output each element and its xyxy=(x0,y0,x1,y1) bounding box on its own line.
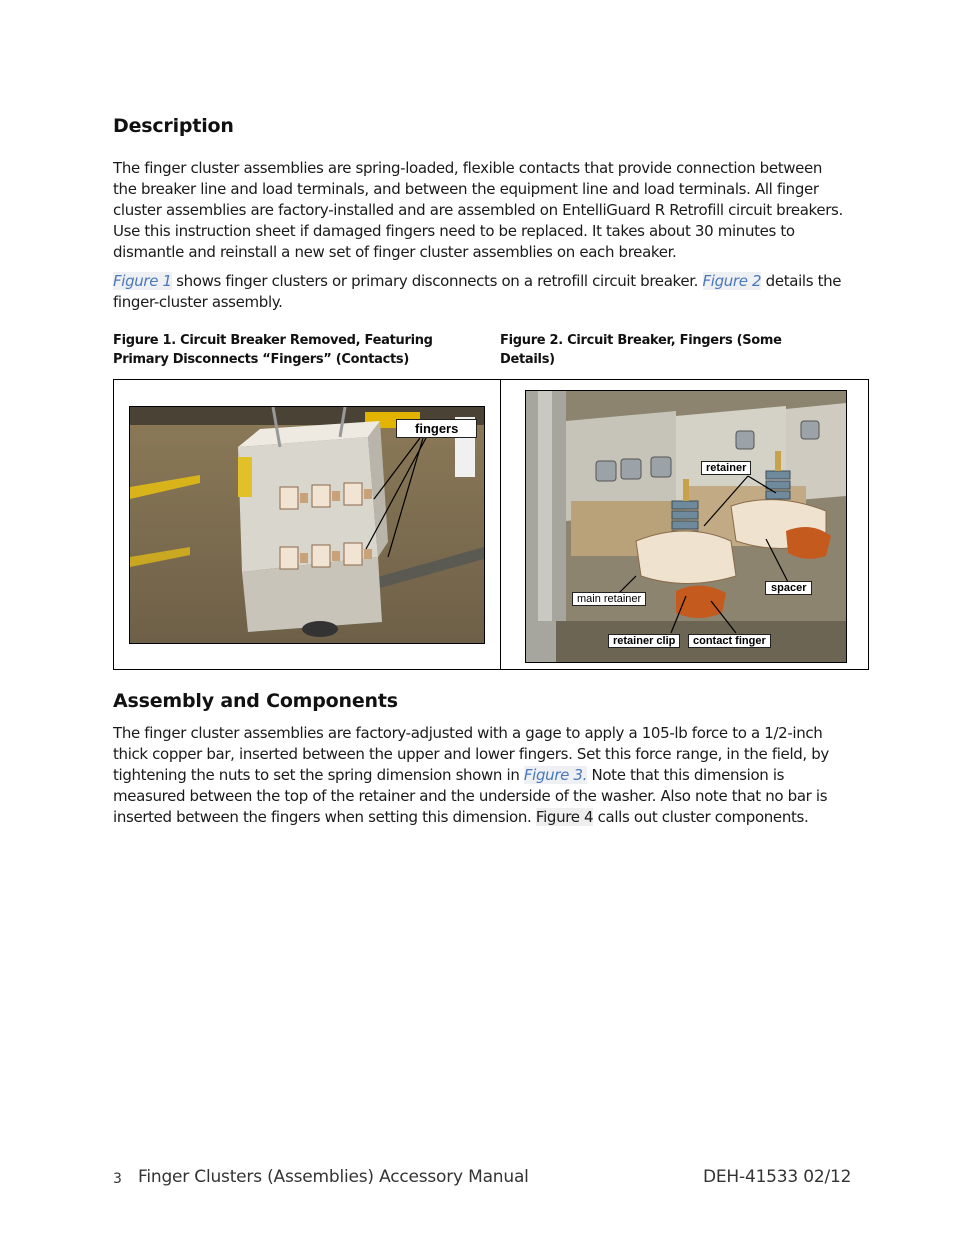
figure-1-link[interactable]: Figure 1 xyxy=(113,272,172,290)
figure-2-photo xyxy=(525,390,847,663)
figure-3-link[interactable]: Figure 3. xyxy=(523,766,588,784)
finger-cluster-detail-illustration xyxy=(526,391,846,662)
figure-1-photo xyxy=(129,406,485,644)
description-heading: Description xyxy=(113,115,234,137)
figure-reference-paragraph: Figure 1 shows finger clusters or primary disconnects on a retrofill circuit breaker. Figure 2 details the finger-cluster assembly. xyxy=(113,272,842,311)
page-number: 3 xyxy=(113,1171,122,1187)
figure-2-link[interactable]: Figure 2 xyxy=(702,272,762,290)
fingers-label: fingers xyxy=(396,419,477,438)
figure-4-link[interactable]: Figure 4 xyxy=(535,808,594,826)
assembly-heading: Assembly and Components xyxy=(113,690,398,712)
contact-finger-label: contact finger xyxy=(688,634,771,648)
figure-1-caption: Figure 1. Circuit Breaker Removed, Featuring Primary Disconnects “Fingers” (Contacts) xyxy=(113,333,433,367)
breaker-removed-illustration xyxy=(130,407,484,643)
figure-2-caption: Figure 2. Circuit Breaker, Fingers (Some Details) xyxy=(500,333,782,367)
figure-table xyxy=(113,379,869,670)
description-paragraph: The finger cluster assemblies are spring-loaded, flexible contacts that provide connection between the breaker line and load terminals, and between the equipment line and load terminals. All finger cluster assemblies are factory-installed and are assembled on EntelliGuard R Retrofill circuit breakers. Use this instruction sheet if damaged fingers need to be replaced. It takes about 30 minutes to dismantle and reinstall a new set of finger cluster assemblies on each breaker. xyxy=(113,159,843,261)
retainer-label: retainer xyxy=(701,461,751,475)
footer-doc-id: DEH-41533 02/12 xyxy=(703,1167,852,1187)
assembly-paragraph: The finger cluster assemblies are factory-adjusted with a gage to apply a 105-lb force to a 1/2-inch thick copper bar, inserted between the upper and lower fingers. Set this force range, in the field, by tightening the nuts to set the spring dimension shown in Figure 3. Note that this dimension is measured between the top of the retainer and the underside of the washer. Also note that no bar is inserted between the fingers when setting this dimension. Figure 4 calls out cluster components. xyxy=(113,724,829,826)
footer-title: Finger Clusters (Assemblies) Accessory Manual xyxy=(138,1167,529,1187)
figure-table-divider xyxy=(500,380,501,669)
retainer-clip-label: retainer clip xyxy=(608,634,680,648)
main-retainer-label: main retainer xyxy=(572,592,646,606)
spacer-label: spacer xyxy=(765,581,812,595)
